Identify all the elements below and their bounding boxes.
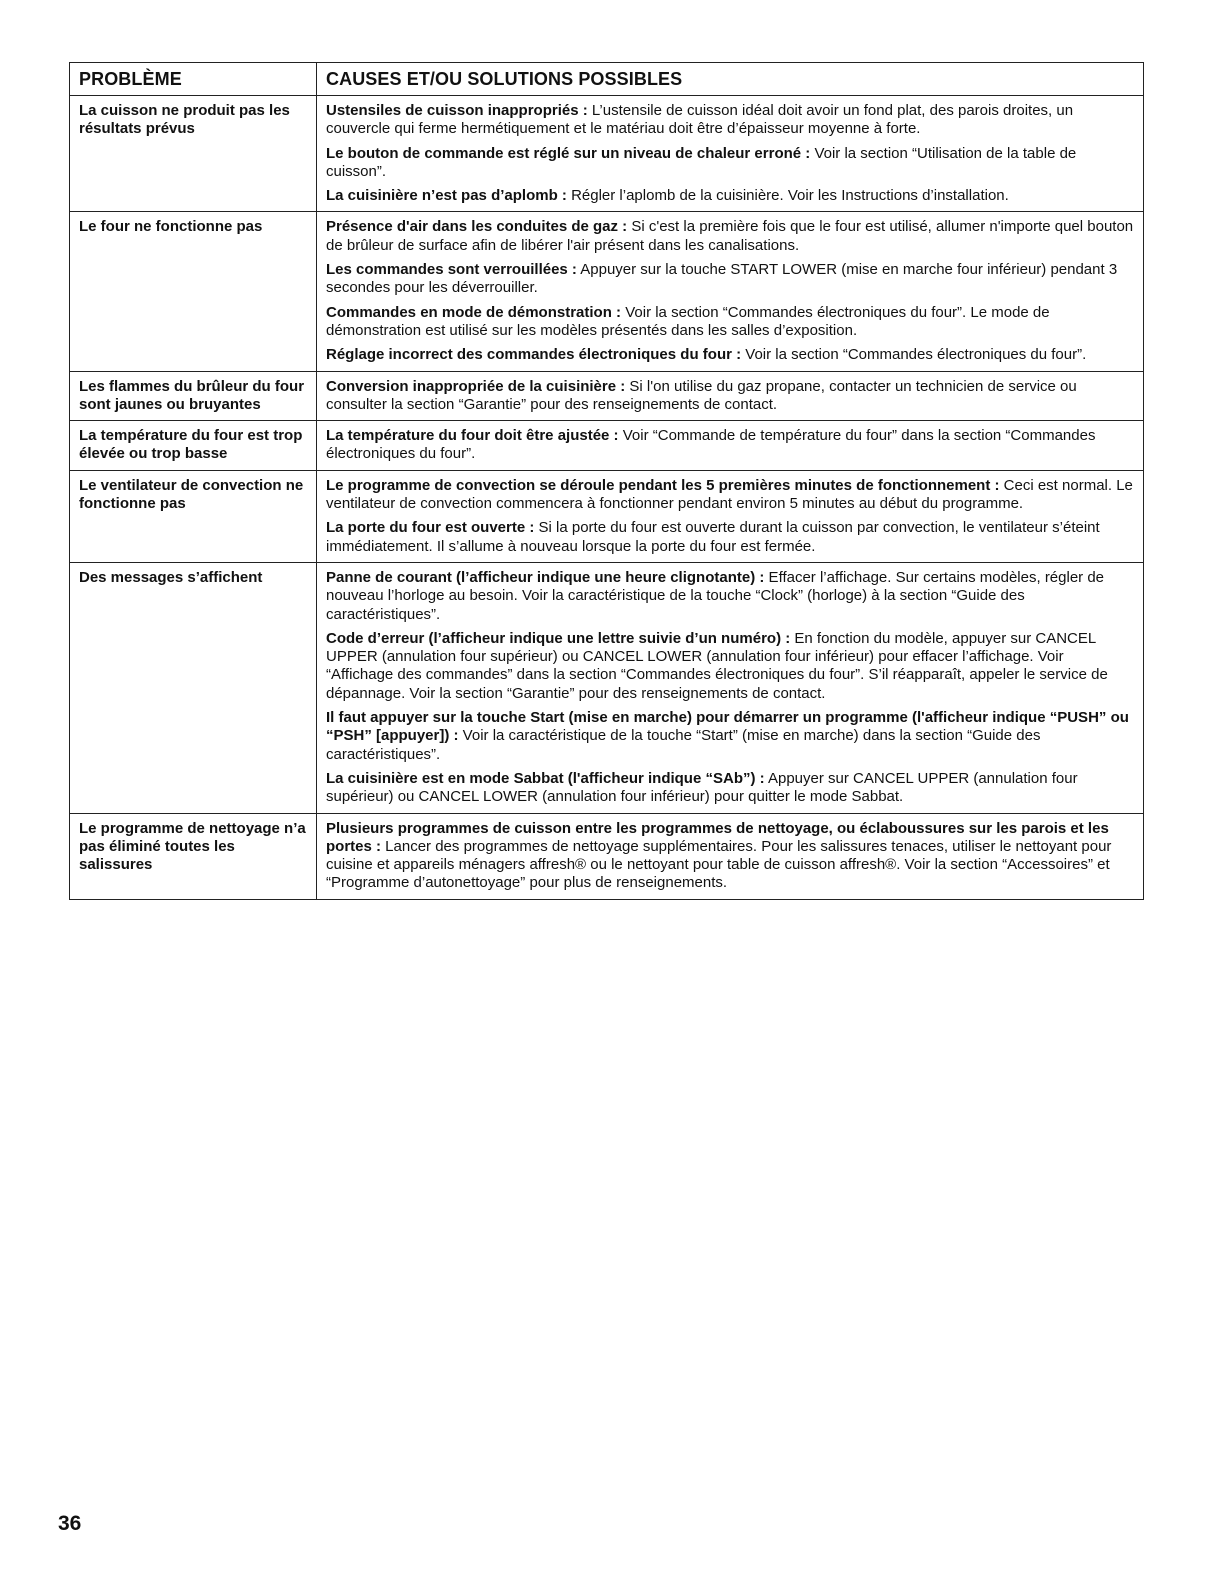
cause-title: Conversion inappropriée de la cuisinière : [326, 377, 626, 395]
problem-cell: La température du four est trop élevée ou trop basse [70, 421, 317, 471]
cause-text: En fonction du modèle, appuyer sur CANCEL UPPER (annulation four supérieur) ou CANCEL LOWER (annulation four inférieur) pour effacer l’affichage. Voir “Affichage des commandes” dans la section “Commandes électroniques du four”. S’il réapparaît, appeler le service de dépannage. Voir la section “Garantie” pour des renseignements de contact. [326, 629, 1108, 702]
causes-cell [317, 562, 1144, 813]
cause-entry [326, 770, 1134, 807]
causes-cell [317, 96, 1144, 212]
table-row [70, 562, 1144, 813]
cause-entry [326, 569, 1134, 624]
cause-title: Les commandes sont verrouillées : [326, 261, 577, 279]
problem-cell: La cuisson ne produit pas les résultats prévus [70, 96, 317, 212]
cause-entry [326, 187, 1134, 205]
cause-entry [326, 378, 1134, 415]
causes-cell [317, 813, 1144, 899]
cause-text: Voir la section “Commandes électroniques du four”. [741, 346, 1087, 364]
problem-cell: Le ventilateur de convection ne fonctionne pas [70, 470, 317, 562]
table-header-row [70, 63, 1144, 96]
cause-entry [326, 519, 1134, 556]
cause-entry [326, 218, 1134, 255]
cause-text: Si la porte du four est ouverte durant la cuisson par convection, le ventilateur s’éteint immédiatement. Il s’allume à nouveau lorsque la porte du four est fermée. [326, 519, 1100, 555]
cause-entry [326, 346, 1134, 364]
cause-entry [326, 304, 1134, 341]
cause-text: Appuyer sur CANCEL UPPER (annulation four supérieur) ou CANCEL LOWER (annulation four inférieur) pour quitter le mode Sabbat. [326, 769, 1078, 806]
cause-entry [326, 477, 1134, 514]
problem-cell: Le programme de nettoyage n’a pas éliminé toutes les salissures [70, 813, 317, 899]
table-row [70, 470, 1144, 562]
cause-entry [326, 630, 1134, 703]
cause-text: Appuyer sur la touche START LOWER (mise en marche four inférieur) pendant 3 secondes pour les déverrouiller. [326, 261, 1118, 297]
problem-cell: Les flammes du brûleur du four sont jaunes ou bruyantes [70, 371, 317, 421]
cause-title: La température du four doit être ajustée : [326, 427, 619, 445]
cause-text: Ceci est normal. Le ventilateur de convection commencera à fonctionner pendant environ 5 minutes au début du programme. [326, 476, 1133, 513]
table-row [70, 212, 1144, 371]
cause-text: Voir la section “Utilisation de la table de cuisson”. [326, 144, 1077, 180]
causes-cell [317, 470, 1144, 562]
cause-title: Panne de courant (l’afficheur indique une heure clignotante) : [326, 568, 765, 586]
cause-title: Présence d'air dans les conduites de gaz : [326, 218, 628, 236]
table-row [70, 371, 1144, 421]
cause-title: Plusieurs programmes de cuisson entre les programmes de nettoyage, ou éclaboussures sur les parois et les portes : [326, 819, 1109, 855]
cause-entry [326, 709, 1134, 764]
causes-cell [317, 212, 1144, 371]
cause-title: Il faut appuyer sur la touche Start (mise en marche) pour démarrer un programme (l'afficheur indique “PUSH” ou “PSH” [appuyer]) : [326, 709, 1129, 745]
cause-text: L’ustensile de cuisson idéal doit avoir un fond plat, des parois droites, un couvercle qui ferme hermétiquement et le matériau doit être d’épaisseur moyenne à forte. [326, 102, 1074, 138]
cause-title: Ustensiles de cuisson inappropriés : [326, 102, 588, 119]
cause-text: Si c'est la première fois que le four est utilisé, allumer n'importe quel bouton de brûleur de surface afin de libérer l'air présent dans les canalisations. [326, 218, 1134, 254]
problem-cell: Des messages s’affichent [70, 562, 317, 813]
cause-entry [326, 102, 1134, 139]
table-row [70, 421, 1144, 471]
cause-title: Le bouton de commande est réglé sur un niveau de chaleur erroné : [326, 144, 811, 162]
cause-title: Commandes en mode de démonstration : [326, 303, 622, 321]
cause-text: Régler l’aplomb de la cuisinière. Voir les Instructions d’installation. [566, 187, 1009, 205]
cause-title: Le programme de convection se déroule pendant les 5 premières minutes de fonctionnement : [326, 476, 1000, 494]
page-number: 36 [58, 1512, 82, 1535]
cause-title: Réglage incorrect des commandes électroniques du four : [326, 346, 742, 364]
cause-entry [326, 145, 1134, 182]
cause-title: La cuisinière n’est pas d’aplomb : [326, 187, 567, 205]
cause-entry [326, 427, 1134, 464]
header-problem: PROBLÈME [70, 63, 317, 96]
cause-entry [326, 261, 1134, 298]
cause-text: Voir “Commande de température du four” dans la section “Commandes électroniques du four”. [326, 427, 1096, 463]
cause-text: Voir la section “Commandes électroniques du four”. Le mode de démonstration est utilisé sur les modèles présentés dans les salles d’exposition. [326, 303, 1050, 339]
causes-cell [317, 371, 1144, 421]
cause-text: Voir la caractéristique de la touche “Start” (mise en marche) dans la section “Guide des caractéristiques”. [326, 727, 1041, 763]
causes-cell [317, 421, 1144, 471]
cause-title: La cuisinière est en mode Sabbat (l'afficheur indique “SAb”) : [326, 769, 765, 787]
cause-entry [326, 820, 1134, 893]
header-causes: CAUSES ET/OU SOLUTIONS POSSIBLES [317, 63, 1144, 96]
cause-text: Si l'on utilise du gaz propane, contacter un technicien de service ou consulter la section “Garantie” pour des renseignements de contact. [326, 377, 1077, 413]
cause-title: La porte du four est ouverte : [326, 519, 535, 537]
troubleshooting-table [69, 62, 1144, 900]
table-row [70, 813, 1144, 899]
cause-text: Lancer des programmes de nettoyage supplémentaires. Pour les salissures tenaces, utiliser le nettoyant pour cuisine et appareils ménagers affresh® ou le nettoyant pour table de cuisson affresh®. Voir la section “Accessoires” et “Programme d’autonettoyage” pour plus de renseignements. [326, 837, 1112, 892]
table-row [70, 96, 1144, 212]
problem-cell: Le four ne fonctionne pas [70, 212, 317, 371]
cause-text: Effacer l’affichage. Sur certains modèles, régler de nouveau l’horloge au besoin. Voir la caractéristique de la touche “Clock” (horloge) à la section “Guide des caractéristiques”. [326, 568, 1105, 623]
cause-title: Code d’erreur (l’afficheur indique une lettre suivie d’un numéro) : [326, 629, 791, 647]
